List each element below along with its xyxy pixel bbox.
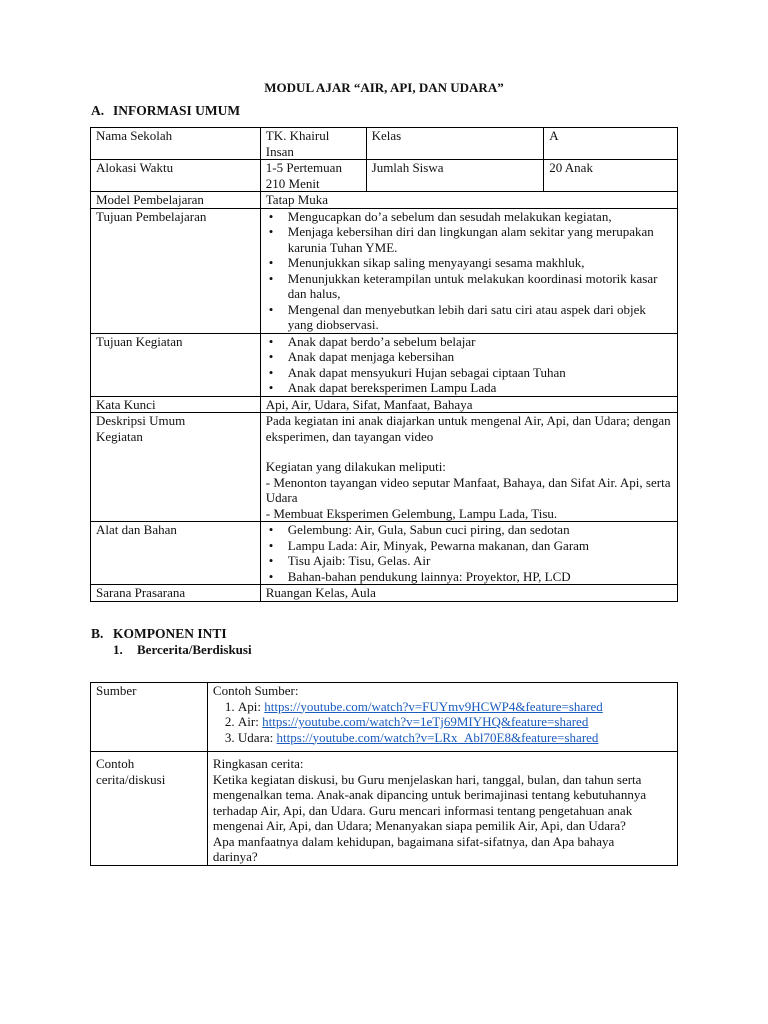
section-b-number: B. — [91, 626, 104, 641]
section-b-title: KOMPONEN INTI — [113, 626, 227, 641]
tujuan-kegiatan-list — [266, 334, 672, 396]
table-row — [91, 208, 678, 333]
tujuan-pembelajaran-value — [260, 208, 677, 333]
subsection-1-heading — [113, 642, 252, 657]
nama-sekolah-value: TK. Khairul Insan — [260, 128, 366, 160]
model-value: Tatap Muka — [260, 192, 677, 209]
sarana-value: Ruangan Kelas, Aula — [260, 585, 677, 602]
tujuan-kegiatan-value — [260, 333, 677, 396]
list-item — [238, 699, 672, 715]
sarana-label: Sarana Prasarana — [91, 585, 261, 602]
list-item: • Mengenal dan menyebutkan lebih dari satu ciri atau aspek dari objek yang diobservasi. — [288, 302, 672, 333]
list-item: • Menunjukkan keterampilan untuk melakukan koordinasi motorik kasar dan halus, — [288, 271, 672, 302]
table-row — [91, 522, 678, 585]
list-item: • Menunjukkan sikap saling menyayangi sesama makhluk, — [288, 255, 672, 271]
table-row — [91, 413, 678, 522]
ringkasan-text: Ketika kegiatan diskusi, bu Guru menjelaskan hari, tanggal, bulan, dan tahun serta mengenalkan tema. Anak-anak dipancing untuk berimajinasi tentang kebutuhannya terhadap Air, Api, dan Udara. Guru mencari informasi tentang pengetahuan anak mengenai Air, Api, dan Udara; Menanyakan siapa pemilik Air, Api, dan Udara? Apa manfaatnya dalam kehidupan, bagaimana sifat-sifatnya, dan Apa bahaya darinya? — [212, 771, 647, 864]
list-item: • Tisu Ajaib: Tisu, Gelas. Air — [288, 553, 672, 569]
alat-list — [266, 522, 672, 584]
list-item: • Lampu Lada: Air, Minyak, Pewarna makanan, dan Garam — [288, 538, 672, 554]
table-row — [91, 683, 678, 752]
komponen-table — [90, 682, 678, 866]
jumlah-value: 20 Anak — [544, 160, 678, 192]
list-item: • Anak dapat bereksperimen Lampu Lada — [288, 380, 672, 396]
source-label: Udara: — [237, 729, 277, 745]
alokasi-value-line-1: 1-5 Pertemuan — [265, 160, 342, 175]
deskripsi-paragraph-3: - Menonton tayangan video seputar Manfaat, Bahaya, dan Sifat Air. Api, serta Udara — [265, 474, 671, 505]
source-link-udara[interactable]: https://youtube.com/watch?v=LRx_Abl70E8&feature=shared — [276, 729, 599, 745]
list-item — [238, 714, 672, 730]
cerita-label: Contoh cerita/diskusi — [91, 752, 208, 866]
list-item: • Menjaga kebersihan diri dan lingkungan alam sekitar yang merupakan karunia Tuhan YME. — [288, 224, 672, 255]
deskripsi-value — [260, 413, 677, 522]
source-link-air[interactable]: https://youtube.com/watch?v=1eTj69MIYHQ&feature=shared — [262, 714, 589, 729]
subsection-1-number: 1. — [113, 642, 123, 657]
table-row — [91, 128, 678, 160]
sumber-label: Sumber — [91, 683, 208, 752]
source-label: Api: — [237, 698, 265, 714]
kelas-value: A — [544, 128, 678, 160]
section-a-title: INFORMASI UMUM — [113, 103, 241, 118]
sumber-heading: Contoh Sumber: — [212, 683, 299, 698]
kata-kunci-value: Api, Air, Udara, Sifat, Manfaat, Bahaya — [260, 396, 677, 413]
section-a-heading — [91, 103, 240, 118]
deskripsi-paragraph-4: - Membuat Eksperimen Gelembung, Lampu Lada, Tisu. — [265, 505, 558, 521]
sumber-list — [213, 699, 672, 746]
list-item: • Anak dapat berdo’a sebelum belajar — [288, 334, 672, 350]
alat-value — [260, 522, 677, 585]
kelas-label: Kelas — [366, 128, 544, 160]
ringkasan-heading: Ringkasan cerita: — [212, 756, 304, 771]
list-item — [238, 730, 672, 746]
list-item: • Mengucapkan do’a sebelum dan sesudah melakukan kegiatan, — [288, 209, 672, 225]
sumber-value — [207, 683, 677, 752]
table-row — [91, 192, 678, 209]
source-link-api[interactable]: https://youtube.com/watch?v=FUYmv9HCWP4&feature=shared — [264, 698, 603, 714]
deskripsi-paragraph-2: Kegiatan yang dilakukan meliputi: — [265, 459, 446, 474]
alokasi-value — [260, 160, 366, 192]
list-item: • Anak dapat mensyukuri Hujan sebagai ciptaan Tuhan — [288, 365, 672, 381]
source-label: Air: — [237, 714, 263, 729]
tujuan-kegiatan-label: Tujuan Kegiatan — [91, 333, 261, 396]
section-b-heading — [91, 626, 227, 641]
table-row — [91, 160, 678, 192]
alat-label: Alat dan Bahan — [91, 522, 261, 585]
deskripsi-label: Deskripsi Umum Kegiatan — [91, 413, 261, 522]
kata-kunci-label: Kata Kunci — [91, 396, 261, 413]
table-row — [91, 333, 678, 396]
table-row — [91, 396, 678, 413]
list-item: • Bahan-bahan pendukung lainnya: Proyektor, HP, LCD — [288, 569, 672, 585]
alokasi-label: Alokasi Waktu — [91, 160, 261, 192]
subsection-1-title: Bercerita/Berdiskusi — [137, 642, 252, 657]
info-table — [90, 127, 678, 602]
nama-sekolah-label: Nama Sekolah — [91, 128, 261, 160]
tujuan-pembelajaran-label: Tujuan Pembelajaran — [91, 208, 261, 333]
tujuan-pembelajaran-list — [266, 209, 672, 333]
cerita-value — [207, 752, 677, 866]
list-item: • Anak dapat menjaga kebersihan — [288, 349, 672, 365]
deskripsi-paragraph-1: Pada kegiatan ini anak diajarkan untuk mengenal Air, Api, dan Udara; dengan eksperimen, dan tayangan video — [265, 413, 671, 444]
alokasi-value-line-2: 210 Menit — [265, 175, 320, 191]
table-row — [91, 752, 678, 866]
model-label: Model Pembelajaran — [91, 192, 261, 209]
jumlah-label: Jumlah Siswa — [366, 160, 544, 192]
page-title: MODUL AJAR “AIR, API, DAN UDARA” — [264, 80, 504, 95]
table-row — [91, 585, 678, 602]
section-a-number: A. — [91, 103, 105, 118]
list-item: • Gelembung: Air, Gula, Sabun cuci piring, dan sedotan — [288, 522, 672, 538]
